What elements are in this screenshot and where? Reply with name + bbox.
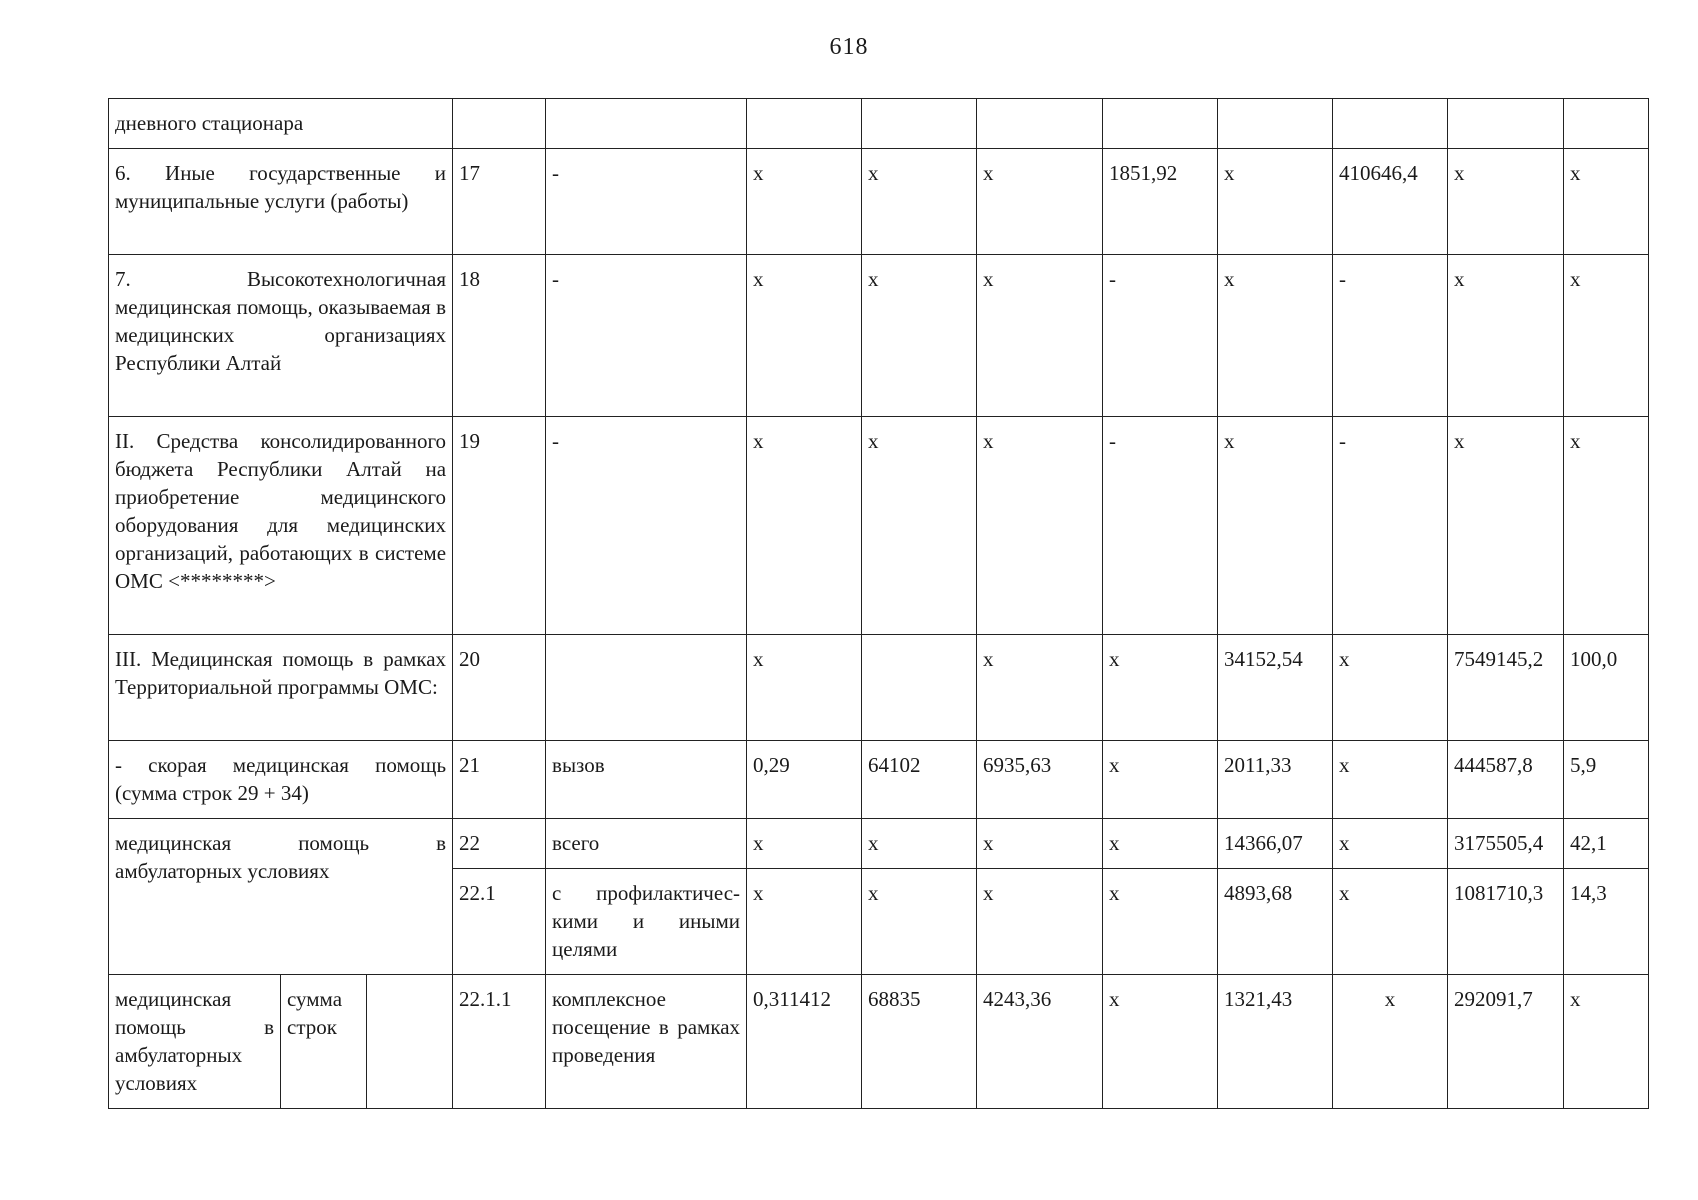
value-cell: x — [747, 255, 862, 417]
value-cell: - — [1333, 255, 1448, 417]
value-cell: x — [1333, 635, 1448, 741]
value-cell: x — [1103, 975, 1218, 1109]
value-cell: x — [977, 635, 1103, 741]
value-cell — [1564, 99, 1649, 149]
row-name-part: сумма строк — [281, 975, 367, 1109]
value-cell: x — [747, 869, 862, 975]
row-name: - скорая медицинская помощь (сумма строк 29 + 34) — [109, 741, 453, 819]
value-cell: x — [1448, 417, 1564, 635]
value-cell: x — [862, 869, 977, 975]
value-cell: x — [862, 417, 977, 635]
value-cell: 1081710,3 — [1448, 869, 1564, 975]
value-cell: - — [1333, 417, 1448, 635]
row-name-part: медицинская помощь в амбулаторных условиях — [109, 975, 281, 1109]
value-cell: x — [1103, 635, 1218, 741]
value-cell: 14,3 — [1564, 869, 1649, 975]
value-cell: x — [747, 149, 862, 255]
unit-cell: - — [546, 255, 747, 417]
unit-cell: комплексное посещение в рамках проведения — [546, 975, 747, 1109]
row-number: 22 — [453, 819, 546, 869]
row-name: II. Средства консолидированного бюджета Республики Алтай на приобретение медицинского оборудования для медицинских организаций, работающих в системе ОМС <********> — [109, 417, 453, 635]
unit-cell — [546, 635, 747, 741]
table-row — [109, 741, 1649, 819]
table-row — [109, 635, 1649, 741]
value-cell: x — [977, 149, 1103, 255]
row-number — [453, 99, 546, 149]
value-cell: 3175505,4 — [1448, 819, 1564, 869]
value-cell: x — [1218, 149, 1333, 255]
value-cell: x — [1218, 255, 1333, 417]
unit-cell: всего — [546, 819, 747, 869]
row-name: III. Медицинская помощь в рамках Территориальной программы ОМС: — [109, 635, 453, 741]
value-cell: x — [977, 819, 1103, 869]
value-cell: x — [862, 149, 977, 255]
table-row — [109, 819, 1649, 869]
value-cell: x — [1564, 255, 1649, 417]
row-number: 18 — [453, 255, 546, 417]
value-cell: x — [862, 819, 977, 869]
table-row — [109, 255, 1649, 417]
value-cell — [1333, 99, 1448, 149]
value-cell: x — [1448, 255, 1564, 417]
value-cell: x — [1103, 819, 1218, 869]
value-cell: x — [1333, 975, 1448, 1109]
unit-cell: - — [546, 417, 747, 635]
value-cell: 2011,33 — [1218, 741, 1333, 819]
value-cell: 292091,7 — [1448, 975, 1564, 1109]
value-cell: 1321,43 — [1218, 975, 1333, 1109]
table-row — [109, 149, 1649, 255]
table-row — [109, 417, 1649, 635]
value-cell: 68835 — [862, 975, 977, 1109]
data-table — [108, 98, 1649, 1109]
value-cell: x — [1103, 741, 1218, 819]
value-cell: 100,0 — [1564, 635, 1649, 741]
value-cell: - — [1103, 255, 1218, 417]
value-cell: x — [1218, 417, 1333, 635]
value-cell: 5,9 — [1564, 741, 1649, 819]
row-number: 22.1.1 — [453, 975, 546, 1109]
value-cell: x — [1333, 741, 1448, 819]
value-cell: x — [747, 635, 862, 741]
value-cell: x — [862, 255, 977, 417]
unit-cell: с профилактичес-кими и иными целями — [546, 869, 747, 975]
value-cell: 444587,8 — [1448, 741, 1564, 819]
row-number: 17 — [453, 149, 546, 255]
value-cell: - — [1103, 417, 1218, 635]
value-cell: 0,311412 — [747, 975, 862, 1109]
value-cell: x — [747, 417, 862, 635]
value-cell: x — [977, 255, 1103, 417]
table-row — [109, 975, 1649, 1109]
unit-cell — [546, 99, 747, 149]
value-cell: 14366,07 — [1218, 819, 1333, 869]
value-cell: 42,1 — [1564, 819, 1649, 869]
value-cell: 7549145,2 — [1448, 635, 1564, 741]
value-cell: x — [1103, 869, 1218, 975]
value-cell: x — [1333, 869, 1448, 975]
unit-cell: вызов — [546, 741, 747, 819]
value-cell: x — [747, 819, 862, 869]
unit-cell: - — [546, 149, 747, 255]
value-cell: 64102 — [862, 741, 977, 819]
page-number: 618 — [829, 34, 869, 60]
row-name: 7. Высокотехнологичная медицинская помощь, оказываемая в медицинских организациях Республики Алтай — [109, 255, 453, 417]
row-number: 21 — [453, 741, 546, 819]
value-cell: x — [977, 417, 1103, 635]
value-cell — [862, 99, 977, 149]
value-cell — [1103, 99, 1218, 149]
value-cell — [1448, 99, 1564, 149]
value-cell — [862, 635, 977, 741]
value-cell — [1218, 99, 1333, 149]
row-name: дневного стационара — [109, 99, 453, 149]
row-name: 6. Иные государственные и муниципальные услуги (работы) — [109, 149, 453, 255]
row-number: 19 — [453, 417, 546, 635]
value-cell: 0,29 — [747, 741, 862, 819]
table-row — [109, 99, 1649, 149]
value-cell: 410646,4 — [1333, 149, 1448, 255]
value-cell — [977, 99, 1103, 149]
value-cell: 6935,63 — [977, 741, 1103, 819]
value-cell: x — [977, 869, 1103, 975]
value-cell: x — [1333, 819, 1448, 869]
value-cell: x — [1564, 975, 1649, 1109]
row-name-part — [367, 975, 453, 1109]
row-number: 22.1 — [453, 869, 546, 975]
value-cell — [747, 99, 862, 149]
value-cell: 34152,54 — [1218, 635, 1333, 741]
row-number: 20 — [453, 635, 546, 741]
row-name: медицинская помощь в амбулаторных условиях — [109, 819, 453, 975]
value-cell: 4243,36 — [977, 975, 1103, 1109]
value-cell: 4893,68 — [1218, 869, 1333, 975]
value-cell: 1851,92 — [1103, 149, 1218, 255]
value-cell: x — [1564, 149, 1649, 255]
value-cell: x — [1448, 149, 1564, 255]
value-cell: x — [1564, 417, 1649, 635]
